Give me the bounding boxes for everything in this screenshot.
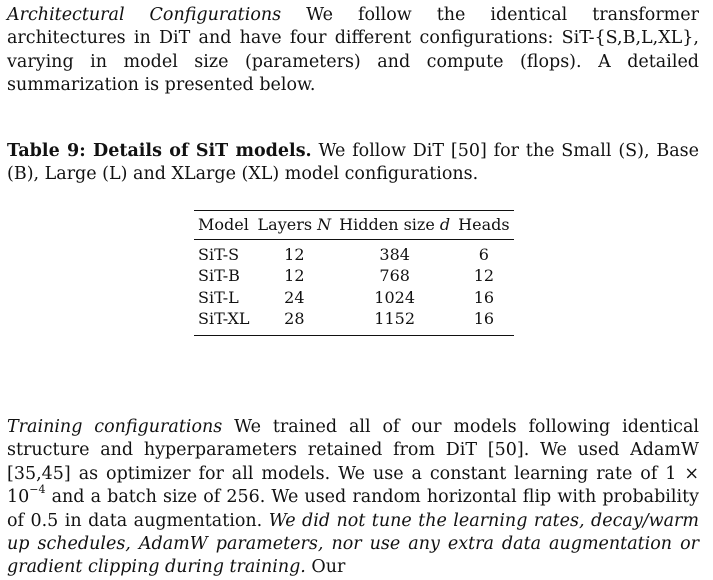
- header-heads: Heads: [458, 215, 510, 234]
- cell-heads: 16: [473, 309, 495, 328]
- cell-layers: 24: [284, 287, 305, 307]
- cell-heads: 16: [473, 287, 495, 307]
- paragraph-heading: Training configurations: [7, 417, 223, 437]
- table-caption: [7, 140, 699, 187]
- table-row: [194, 308, 514, 335]
- header-hidden-size-label: Hidden size: [339, 215, 435, 234]
- cell-layers: 12: [284, 266, 305, 285]
- table-row: [194, 287, 514, 309]
- table-header-row: [194, 211, 514, 240]
- cell-hidden-size: 1024: [374, 287, 416, 307]
- cell-hidden-size: 768: [379, 266, 410, 285]
- training-configurations-paragraph: [7, 416, 699, 580]
- header-model: Model: [198, 215, 249, 234]
- exponent: −4: [29, 483, 46, 497]
- caption-label: Table 9: Details of SiT models.: [7, 141, 312, 161]
- paragraph-text: We trained all of our models following identical structure and hyperparameters retained from DiT [50]. We used AdamW [35,45] as optimizer for all models. We use a constant learning rate of 1 × 10: [7, 417, 699, 508]
- table-row: [194, 265, 514, 287]
- paragraph-text: and a batch size of 256. We used random horizontal flip with probability of 0.5 in data augmentation.: [7, 487, 699, 531]
- cell-layers: 12: [284, 244, 305, 264]
- header-hidden-size: [335, 211, 454, 240]
- cell-model: SiT-B: [198, 266, 240, 285]
- table-row: [194, 239, 514, 265]
- paragraph-text: Our: [305, 557, 346, 578]
- cell-heads: 6: [478, 244, 489, 264]
- cell-model: SiT-S: [198, 244, 240, 264]
- cell-hidden-size: 1152: [374, 309, 416, 328]
- header-layers: [254, 211, 336, 240]
- header-layers-symbol: N: [317, 215, 332, 234]
- header-layers-label: Layers: [257, 215, 313, 234]
- paragraph-text: We follow the identical transformer architectures in DiT and have four different configurations: SiT-{S,B,L,XL}, varying in model size (parameters) and compute (flops). A detailed summarization is presented below.: [7, 5, 699, 96]
- header-hidden-size-symbol: d: [439, 215, 451, 234]
- models-table: [194, 210, 514, 336]
- cell-layers: 28: [284, 309, 305, 328]
- cell-model: SiT-XL: [198, 309, 250, 328]
- architectural-configurations-paragraph: [7, 4, 699, 98]
- cell-model: SiT-L: [198, 287, 239, 307]
- paragraph-heading: Architectural Configurations: [7, 5, 282, 25]
- cell-hidden-size: 384: [379, 244, 410, 264]
- paragraph-italic-text: We did not tune the learning rates, decay/warm up schedules, AdamW parameters, nor use any extra data augmentation or gradient clipping during training.: [7, 510, 699, 578]
- caption-text: We follow DiT [50] for the Small (S), Base (B), Large (L) and XLarge (XL) model configurations.: [7, 141, 699, 185]
- cell-heads: 12: [473, 266, 495, 285]
